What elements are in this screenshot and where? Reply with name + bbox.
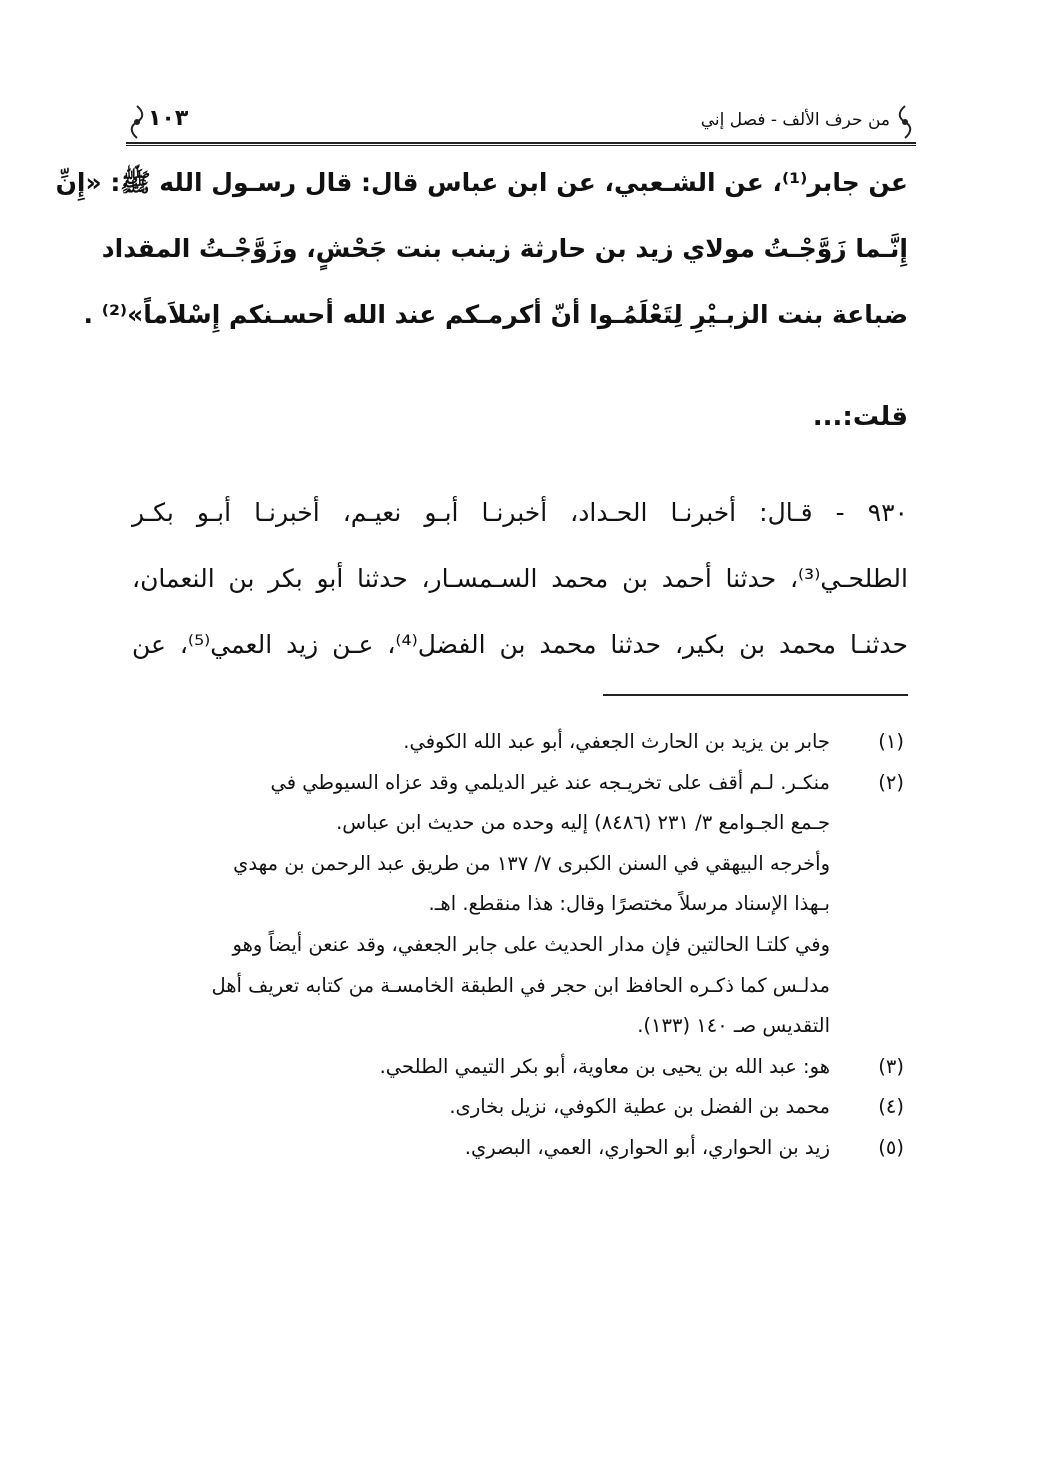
- header-rule: [126, 142, 916, 144]
- footnote-text: جابر بن يزيد بن الحارث الجعفي، أبو عبد الله الكوفي.: [403, 730, 830, 753]
- text-line: ٩٣٠ - قـال: أخبرنـا الحـداد، أخبرنـا أبـو نعيـم، أخبرنـا أبـو بكـر: [132, 498, 908, 527]
- text-line: عن جابر⁽¹⁾، عن الشـعبي، عن ابن عباس قال: قال رسـول الله ﷺ: «إِنِّ: [55, 168, 908, 197]
- footnote-text: زيد بن الحواري، أبو الحواري، العمي، البصري.: [464, 1135, 830, 1159]
- text-line: إِنَّـما زَوَّجْـتُ مولاي زيد بن حارثة زينب بنت جَحْشٍ، وزَوَّجْـتُ المقداد: [101, 234, 908, 263]
- text-line: حدثنـا محمد بن بكير، حدثنا محمد بن الفضل⁽⁴⁾، عـن زيد العمي⁽⁵⁾، عن: [132, 630, 909, 659]
- text-line: الطلحـي⁽³⁾، حدثنا أحمد بن محمد السـمسـار، حدثنا أبو بكر بن النعمان،: [132, 564, 908, 593]
- header-rule-thin: [126, 145, 916, 146]
- footnote-text: بـهذا الإسناد مرسلاً مختصرًا وقال: هذا منقطع. اهـ.: [428, 892, 830, 916]
- footnote-3: [132, 1047, 908, 1088]
- footnote-5: [132, 1128, 908, 1169]
- footnote-number: (٣): [878, 1054, 904, 1078]
- footnote-text: جـمع الجـوامع ٣/ ٢٣١ (٨٤٨٦) إليه وحده من حديث ابن عباس.: [336, 811, 830, 835]
- hadith-paragraph-1: [55, 150, 908, 348]
- footnote-text: مدلـس كما ذكـره الحافظ ابن حجر في الطبقة الخامسـة من كتابه تعريف أهل: [211, 973, 830, 997]
- header-ornament-left-icon: [126, 104, 148, 140]
- footnote-number: (٤): [878, 1095, 904, 1119]
- footnote-2: [132, 763, 908, 1047]
- footnote-number: (٥): [878, 1135, 904, 1159]
- footnote-text: وأخرجه البيهقي في السنن الكبرى ٧/ ١٣٧ من طريق عبد الرحمن بن مهدي: [233, 851, 830, 875]
- header-ornament-right-icon: [894, 104, 916, 140]
- footnote-number: (٢): [878, 770, 904, 794]
- footnote-text: منكـر. لـم أقف على تخريـجه عند غير الديلمي وقد عزاه السيوطي في: [270, 770, 830, 794]
- footnote-text: هو: عبد الله بن يحيى بن معاوية، أبو بكر التيمي الطلحي.: [379, 1054, 830, 1078]
- footnote-number: (١): [878, 730, 904, 753]
- running-title: من حرف الألف - فصل إني: [700, 110, 890, 130]
- text-line: ضباعة بنت الزبـيْرِ لِتَعْلَمُـوا أنّ أكرمـكم عند الله أحسـنكم إِسْلاَماً»⁽²⁾ .: [83, 300, 908, 329]
- page-header: [126, 100, 916, 146]
- footnotes: [132, 722, 908, 1169]
- hadith-paragraph-2: [132, 480, 908, 678]
- author-comment: قلت:...: [812, 402, 908, 432]
- page-number: ١٠٣: [148, 106, 189, 131]
- footnote-text: التقديس صـ ١٤٠ (١٣٣).: [637, 1014, 830, 1038]
- footnote-separator: [603, 694, 908, 696]
- footnote-1: [132, 722, 908, 763]
- footnote-text: محمد بن الفضل بن عطية الكوفي، نزيل بخارى.: [449, 1095, 830, 1119]
- footnote-text: وفي كلتـا الحالتين فإن مدار الحديث على جابر الجعفي، وقد عنعن أيضاً وهو: [232, 932, 830, 956]
- footnote-4: [132, 1087, 908, 1128]
